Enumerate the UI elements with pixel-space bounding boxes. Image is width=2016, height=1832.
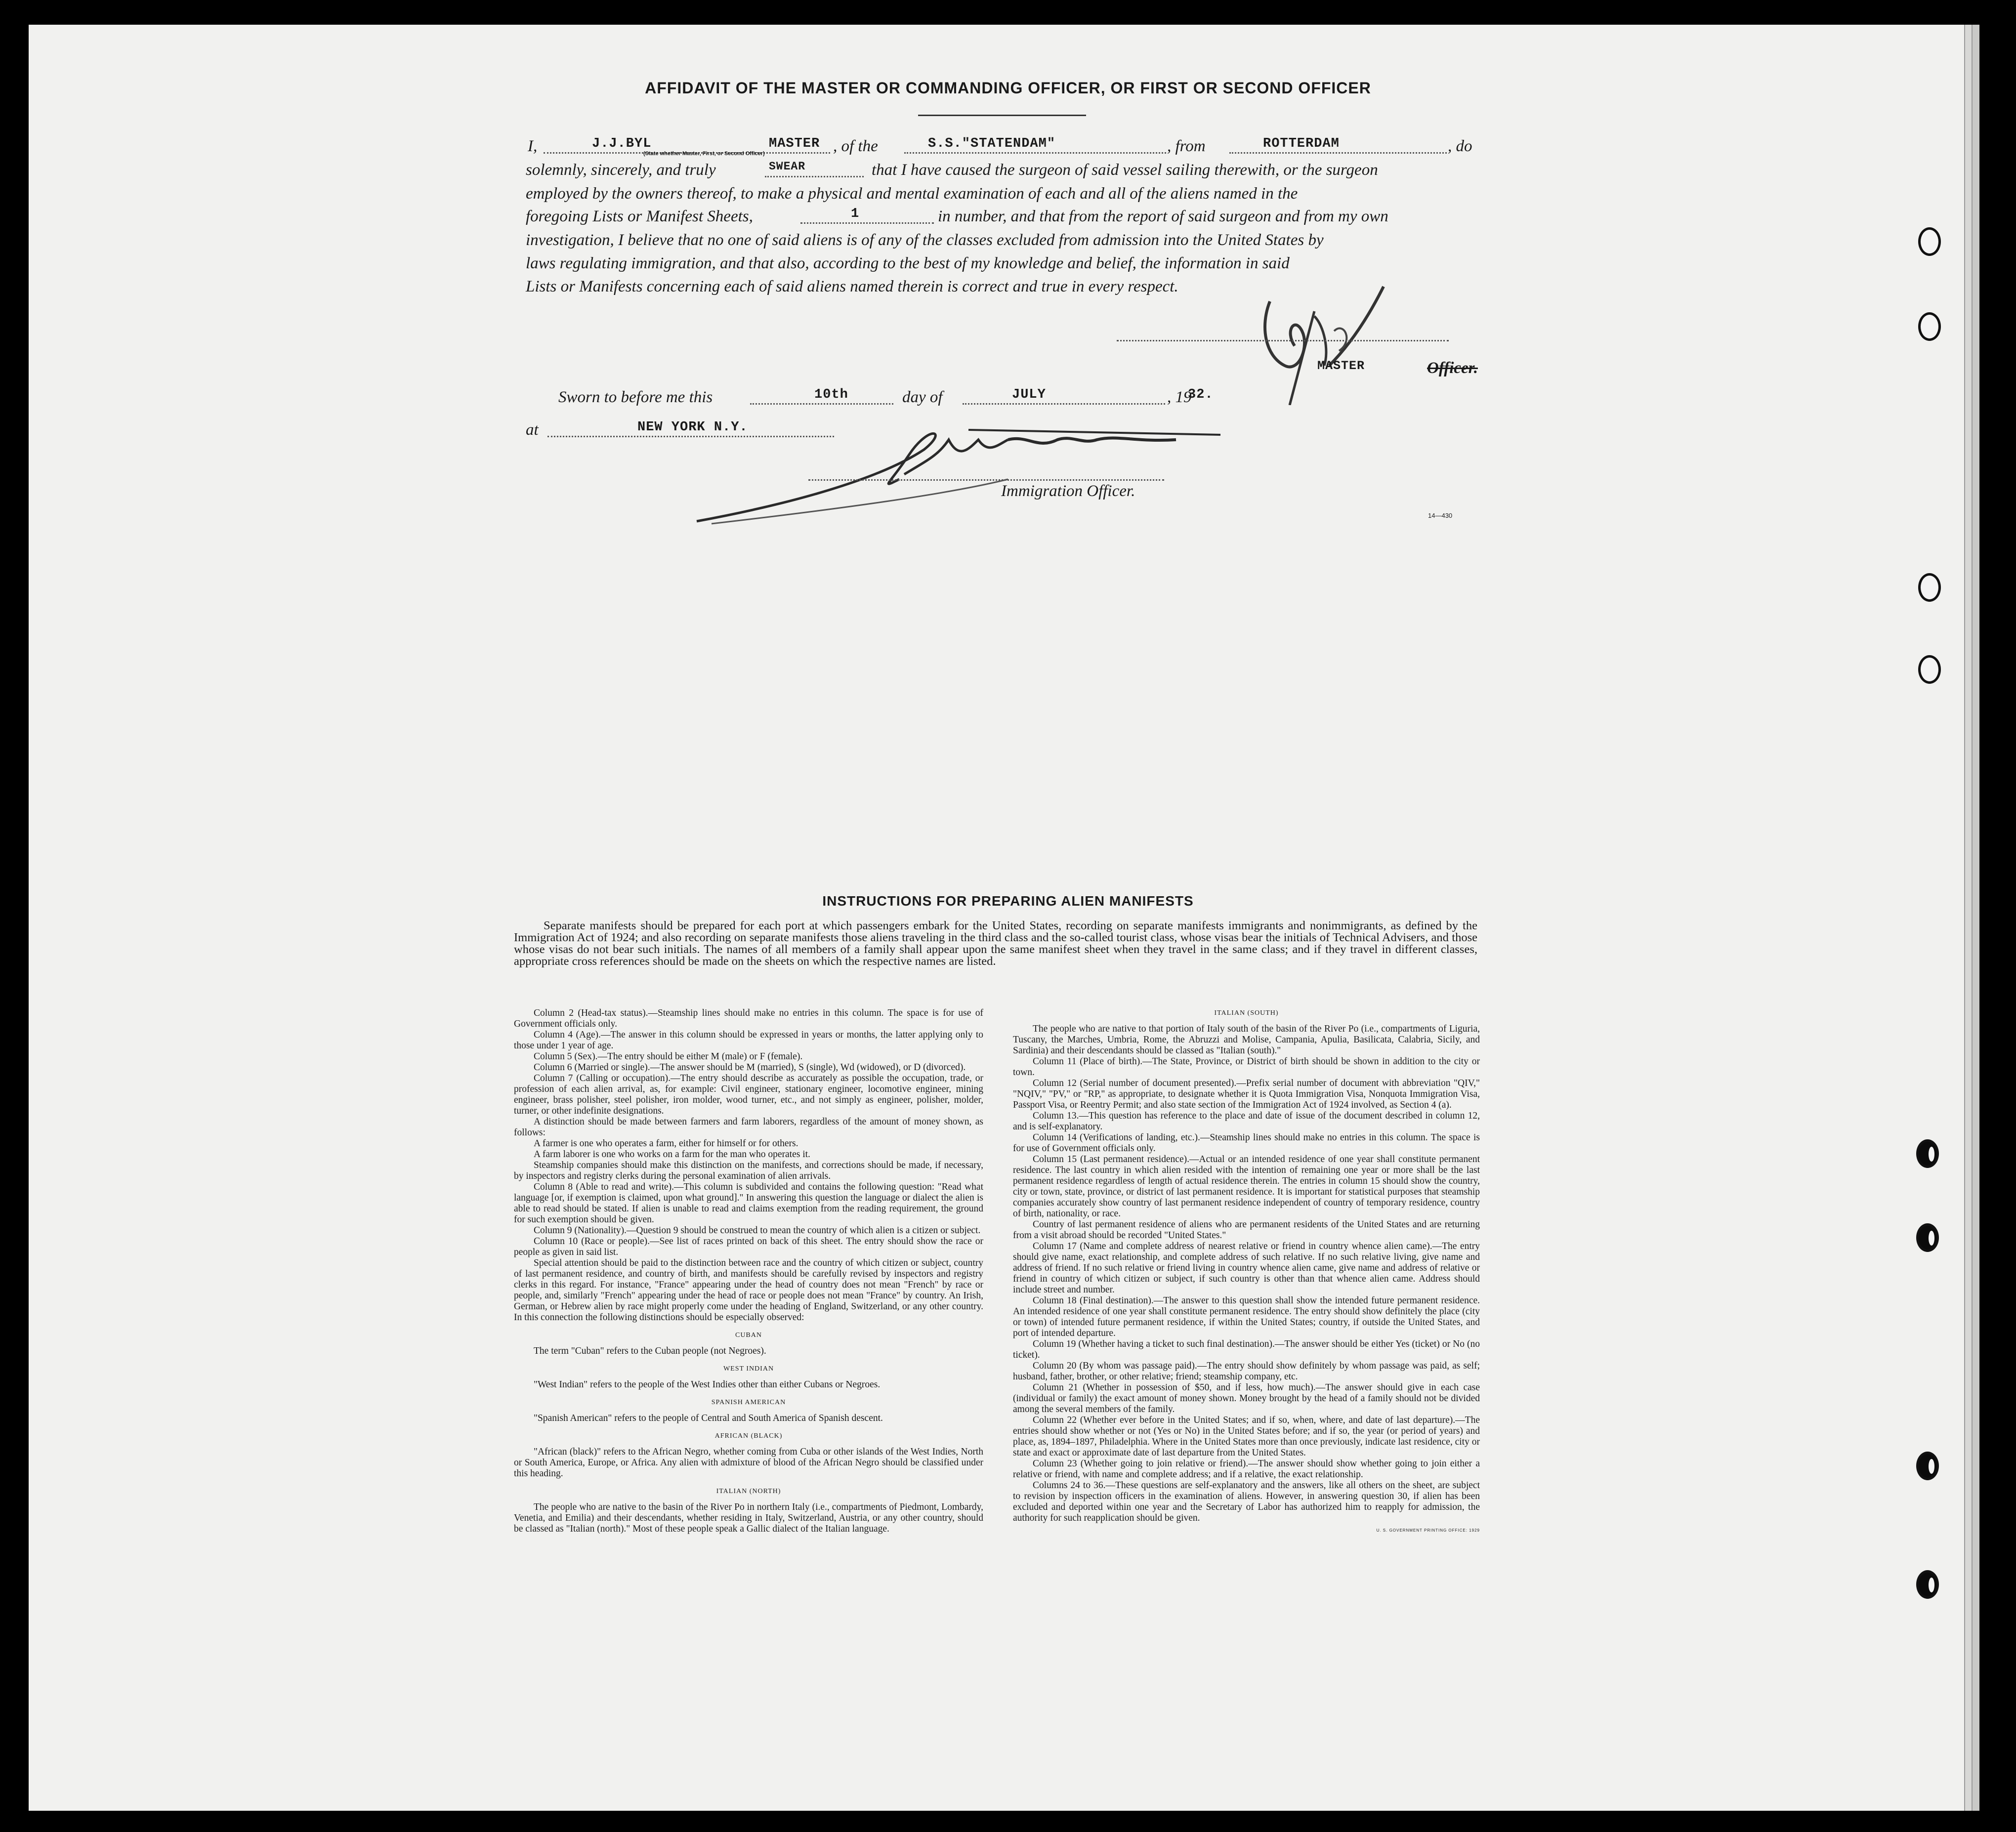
page-edge [1964, 25, 1972, 1811]
sworn-year: 32. [1188, 387, 1214, 402]
col5-instruction: Column 5 (Sex).—The entry should be either M (male) or F (female). [534, 1051, 803, 1062]
binder-hole [1918, 312, 1941, 341]
race-distinction: Special attention should be paid to the distinction between race and the country of which citizen or subject, country of last permanent residence, and country of birth, and manifests should be carefully revised by inspectors and registry clerks in this regard. For instance, "France" appearing under the head of country does not mean "French" by race or people, and, similarly "French" appearing under the head of race or people does not mean "France" by country. An Irish, German, or Hebrew alien by race might properly come under the heading of England, Switzerland, or any other country. In this connection the following distinctions should be especially observed: [514, 1258, 983, 1323]
do-label: , do [1448, 137, 1472, 155]
officer-rank: MASTER [769, 136, 820, 151]
immigration-officer-signature [692, 420, 1225, 529]
at-label: at [526, 421, 539, 439]
oath-fill-line [765, 176, 864, 177]
from-label: , from [1167, 137, 1206, 155]
immigration-officer-label: Immigration Officer. [1001, 482, 1135, 500]
departure-port: ROTTERDAM [1263, 136, 1340, 151]
west-indian-heading: WEST INDIAN [723, 1365, 774, 1373]
rank-note: (State whether Master, First, or Second Officer) [643, 151, 765, 157]
immigration-officer-line [808, 479, 1164, 481]
sworn-month: JULY [1012, 387, 1046, 402]
binder-hole [1918, 227, 1941, 256]
officer-word: Officer. [1427, 359, 1478, 377]
affidavit-line-3: employed by the owners thereof, to make a physical and mental examination of each and all of the aliens named in the [526, 185, 1298, 203]
spanish-american-heading: SPANISH AMERICAN [711, 1399, 786, 1406]
affidavit-line-6: laws regulating immigration, and that also, according to the best of my knowledge and belief, the information in said [526, 254, 1290, 272]
col19-instruction: Column 19 (Whether having a ticket to such final destination).—The answer should be either Yes (ticket) or No (no ticket). [1013, 1339, 1480, 1360]
page-edge [1972, 25, 1979, 1811]
col24-36-instruction: Columns 24 to 36.—These questions are self-explanatory and the answers, like all others on the sheet, are subject to revision by inspection officers in the examination of aliens. However, in answering question 30, if alien has been excluded and deported within one year and the Secretary of Labor has authorized him to reapply for admission, the authority for such reapplication should be given. [1013, 1480, 1480, 1523]
vessel-fill-line [904, 152, 1166, 154]
farm-laborer-definition: A farm laborer is one who works on a farm for the man who operates it. [534, 1149, 810, 1160]
west-indian-text: "West Indian" refers to the people of the West Indies other than either Cubans or Negroes. [534, 1379, 881, 1390]
col18-instruction: Column 18 (Final destination).—The answer to this question shall show the intended future permanent residence. An intended residence of one year shall constitute permanent residence. The entry should show definitely the place (city or town) of intended future permanent residence, if within the United States; country, if outside the United States, and port of intended departure. [1013, 1295, 1480, 1338]
affidavit-line-7: Lists or Manifests concerning each of said aliens named therein is correct and true in every respect. [526, 278, 1178, 295]
form-number: 14—430 [1428, 512, 1453, 519]
affidavit-line-5: investigation, I believe that no one of said aliens is of any of the classes excluded from admission into the United States by [526, 231, 1324, 249]
binder-hole [1916, 1570, 1939, 1599]
sworn-day: 10th [814, 387, 848, 402]
sheets-fill-line [800, 222, 934, 224]
col12-instruction: Column 12 (Serial number of document presented).—Prefix serial number of document with abbreviation "QIV," "NQIV," "PV," or "RP," as appropriate, to designate whether it is Quota Immigration Visa, Nonquota Immigration Visa, Passport Visa, or Reentry Permit; and also state section of the Immigration Act of 1924 involved, as Section 4 (a). [1013, 1078, 1480, 1110]
col21-instruction: Column 21 (Whether in possession of $50, and if less, how much).—The answer should give in each case (individual or family) the exact amount of money shown. Money brought by the head of a family should not be divided among the several members of the family. [1013, 1382, 1480, 1415]
day-of-label: day of [902, 388, 943, 406]
italian-north-text: The people who are native to the basin of the River Po in northern Italy (i.e., compartments of Piedmont, Lombardy, Venetia, and Emilia) and their descendants, whether residing in Italy, Switzerland, Austria, or any other country, should be classed as "Italian (north)." Most of these people speak a Gallic dialect of the Italian language. [514, 1502, 983, 1534]
sheets-count: 1 [851, 207, 860, 221]
of-the-label: , of the [833, 137, 878, 155]
binder-hole [1918, 655, 1941, 684]
col17-instruction: Column 17 (Name and complete address of nearest relative or friend in country whence alien came).—The entry should give name, exact relationship, and complete address of such relative. If no such relative living, give name and address of friend. If no such relative or friend living in country whence alien came, give name and address of relative or friend in country of which citizen or subject, if such country is other than that whence alien came. Address should include street and number. [1013, 1241, 1480, 1295]
binder-hole [1916, 1223, 1939, 1252]
affidavit-title: AFFIDAVIT OF THE MASTER OR COMMANDING OFFICER, OR FIRST OR SECOND OFFICER [645, 79, 1371, 97]
col15-instruction: Column 15 (Last permanent residence).—Actual or an intended residence of one year shall constitute permanent residence. The last country in which alien resided with the intention of remaining one year or more shall be the last permanent residence regardless of length of actual residence therein. The entries in column 15 should show the country, city or town, state, province, or district of last permanent residence. It is important for statistical purposes that steamship companies accurately show country of last permanent residence independent of country of temporary residence, country of birth, nationality, or race. [1013, 1154, 1480, 1219]
instructions-right-column [1013, 1008, 1480, 1536]
col11-instruction: Column 11 (Place of birth).—The State, Province, or District of birth should be shown in addition to the city or town. [1013, 1056, 1480, 1078]
sworn-day-line [750, 403, 893, 405]
spanish-american-text: "Spanish American" refers to the people of Central and South America of Spanish descent. [534, 1413, 883, 1423]
african-heading: AFRICAN (BLACK) [714, 1432, 783, 1440]
instructions-left-column [514, 1008, 983, 1535]
italian-south-heading: ITALIAN (SOUTH) [1214, 1009, 1279, 1017]
oath-word: SWEAR [769, 160, 806, 173]
col10-instruction: Column 10 (Race or people).—See list of races printed on back of this sheet. The entry should show the race or people as given in said list. [514, 1236, 983, 1257]
affidavit-line-4b: in number, and that from the report of said surgeon and from my own [938, 208, 1388, 225]
sworn-place: NEW YORK N.Y. [637, 420, 748, 435]
col4-instruction: Column 4 (Age).—The answer in this column should be expressed in years or months, the latter applying only to those under 1 year of age. [514, 1030, 983, 1051]
affidavit-line-2: that I have caused the surgeon of said vessel sailing therewith, or the surgeon [872, 161, 1378, 179]
signer-rank: MASTER [1317, 359, 1365, 373]
col7-instruction: Column 7 (Calling or occupation).—The entry should describe as accurately as possible the occupation, trade, or profession of each alien arrival, as, for example: Civil engineer, stationary engineer, locomotive engineer, mining engineer, brass polisher, steel polisher, iron molder, wood turner, etc., and not simply as engineer, polisher, molder, turner, or other indefinite designations. [514, 1073, 983, 1116]
african-text: "African (black)" refers to the African Negro, whether coming from Cuba or other islands of the West Indies, North or South America, Europe, or Africa. Any alien with admixture of blood of the African Negro should be classified under this heading. [514, 1447, 983, 1479]
affidavit-line-4a: foregoing Lists or Manifest Sheets, [526, 208, 753, 225]
binder-hole [1916, 1139, 1939, 1168]
italian-north-heading: ITALIAN (NORTH) [716, 1488, 781, 1495]
col23-instruction: Column 23 (Whether going to join relative or friend).—The answer should show whether going to join either a relative or friend, with name and complete address; and if a relative, the exact relationship. [1013, 1458, 1480, 1480]
cuban-heading: CUBAN [735, 1332, 762, 1339]
sworn-month-line [963, 403, 1165, 405]
col2-instruction: Column 2 (Head-tax status).—Steamship lines should make no entries in this column. The space is for use of Government officials only. [514, 1008, 983, 1029]
vessel-name: S.S."STATENDAM" [928, 136, 1056, 151]
binder-hole [1916, 1452, 1939, 1480]
master-signature [1255, 282, 1403, 405]
sworn-prefix: Sworn to before me this [558, 388, 713, 406]
master-signature-line [1117, 340, 1449, 341]
intro-i: I, [528, 137, 538, 155]
instructions-intro: Separate manifests should be prepared for each port at which passengers embark for the United States, recording on separate manifests immigrants and nonimmigrants, as defined by the Immigration Act of 1924; and also recording on separate manifests those aliens traveling in the third class and the so-called tourist class, whose visas bear the initials of Technical Advisers, and those whose visas do not bear such initials. The names of all members of a family shall appear upon the same manifest sheet when they travel in the same class; and if they travel in different classes, appropriate cross references should be made on the sheets on which the respective names are listed. [514, 919, 1477, 968]
cuban-text: The term "Cuban" refers to the Cuban people (not Negroes). [534, 1346, 766, 1356]
binder-hole [1918, 573, 1941, 602]
returning-residents: Country of last permanent residence of aliens who are permanent residents of the United States and are returning from a visit abroad should be recorded "United States." [1013, 1219, 1480, 1241]
top-rule [918, 115, 1086, 116]
steamship-distinction: Steamship companies should make this distinction on the manifests, and corrections should be made, if necessary, by inspectors and registry clerks during the personal examination of alien arrivals. [514, 1160, 983, 1181]
col22-instruction: Column 22 (Whether ever before in the United States; and if so, when, where, and date of last departure).—The entries should show whether or not (Yes or No) in the United States before; and if so, the year (or period of years) and place, as, 1894–1897, Philadelphia. Where in the United States more than once previously, indicate last residence, city or state and exact or approximate date of last departure from the United States. [1013, 1415, 1480, 1458]
col6-instruction: Column 6 (Married or single).—The answer should be M (married), S (single), Wd (widowed), or D (divorced). [534, 1062, 966, 1073]
farmer-distinction: A distinction should be made between farmers and farm laborers, regardless of the amount of money shown, as follows: [514, 1117, 983, 1138]
col20-instruction: Column 20 (By whom was passage paid).—The entry should show definitely by whom passage was paid, as self; husband, father, brother, or other relative; friend; steamship company, etc. [1013, 1361, 1480, 1382]
instructions-title: INSTRUCTIONS FOR PREPARING ALIEN MANIFESTS [822, 893, 1194, 909]
col9-instruction: Column 9 (Nationality).—Question 9 should be construed to mean the country of which alien is a citizen or subject. [534, 1225, 981, 1236]
year-prefix: , 19 [1167, 388, 1192, 406]
solemnly-text: solemnly, sincerely, and truly [526, 161, 716, 179]
farmer-definition: A farmer is one who operates a farm, either for himself or for others. [534, 1138, 798, 1149]
printing-office-note: U. S. GOVERNMENT PRINTING OFFICE: 1929 [1376, 1528, 1480, 1533]
port-fill-line [1229, 152, 1447, 154]
col14-instruction: Column 14 (Verifications of landing, etc.).—Steamship lines should make no entries in this column. The space is for use of Government officials only. [1013, 1132, 1480, 1154]
col13-instruction: Column 13.—This question has reference to the place and date of issue of the document described in column 12, and is self-explanatory. [1013, 1111, 1480, 1132]
col8-instruction: Column 8 (Able to read and write).—This column is subdivided and contains the following question: "Read what language [or, if exemption is claimed, upon what ground]." In answering this question the language or dialect the alien is able to read should be stated. If alien is unable to read and claims exemption from the reading requirement, the ground for such exemption should be given. [514, 1182, 983, 1225]
italian-south-text: The people who are native to that portion of Italy south of the basin of the River Po (i.e., compartments of Liguria, Tuscany, the Marches, Umbria, Rome, the Abruzzi and Molise, Campania, Apulia, Basilicata, Calabria, Sicily, and Sardinia) and their descendants should be classed as "Italian (south)." [1013, 1024, 1480, 1056]
officer-name: J.J.BYL [592, 136, 652, 151]
